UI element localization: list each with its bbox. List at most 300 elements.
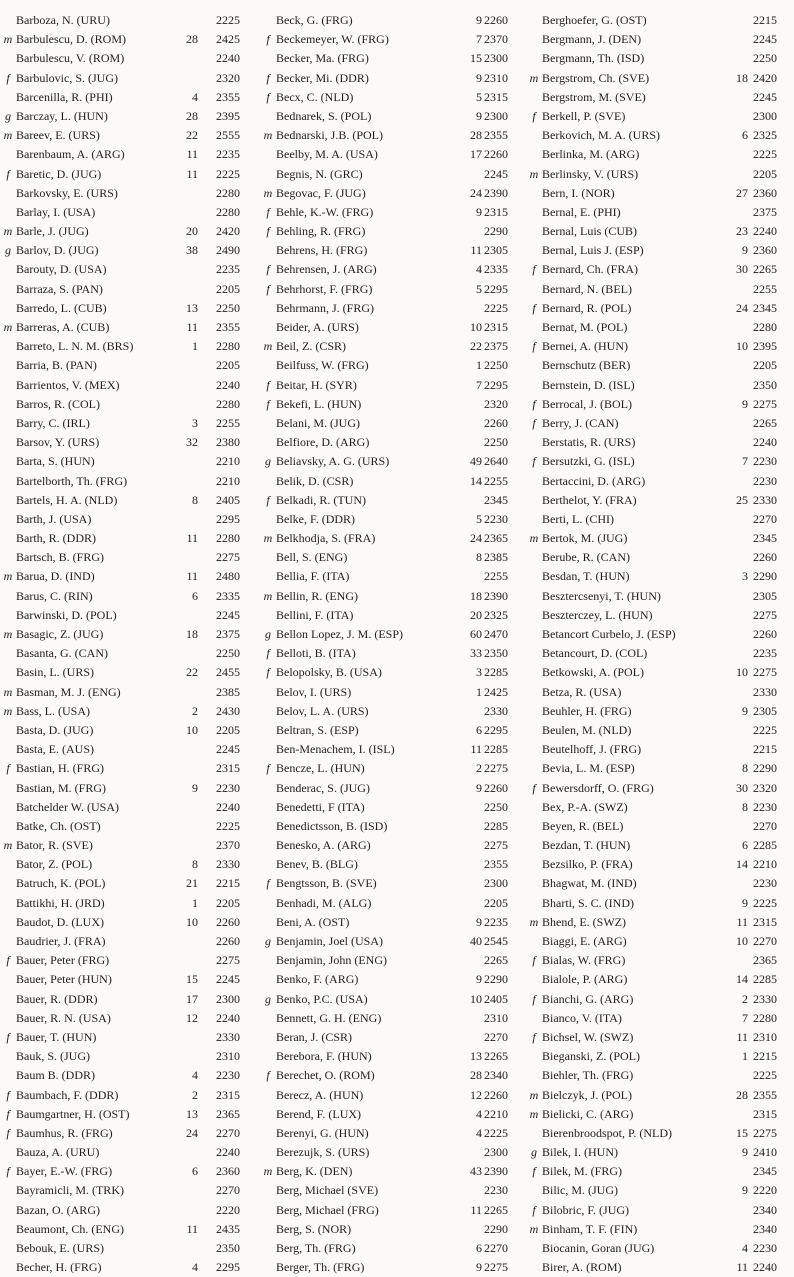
player-entry: [528, 433, 792, 452]
player-name: Bilek, I. (HUN): [542, 1145, 618, 1160]
games-count: 9: [476, 13, 482, 27]
player-name: Benesko, A. (ARG): [276, 838, 371, 853]
rating-value: 2225: [216, 13, 240, 27]
games-count: 13: [470, 1049, 482, 1064]
player-name: Barredo, L. (CUB): [16, 300, 107, 315]
player-entry: [528, 970, 792, 989]
rating-value: 2285: [484, 742, 508, 757]
player-entry: [262, 817, 524, 836]
player-name: Belkhodja, S. (FRA): [276, 531, 376, 546]
games-count: 43: [470, 1164, 482, 1179]
rating-value: 2265: [484, 1049, 508, 1064]
player-name: Bex, P.-A. (SWZ): [542, 799, 628, 814]
games-count: 13: [186, 1106, 198, 1121]
player-entry: [2, 49, 256, 68]
player-entry: [262, 1086, 524, 1105]
player-name: Berrocal, J. (BOL): [542, 396, 632, 411]
player-name: Barkovsky, E. (URS): [16, 185, 118, 200]
player-name: Batruch, K. (POL): [16, 876, 106, 891]
rating-value: 2250: [484, 799, 508, 814]
player-name: Barlov, D. (JUG): [16, 243, 99, 258]
player-name: Basanta, G. (CAN): [16, 646, 108, 661]
title-mark: f: [266, 396, 270, 411]
player-entry: [528, 337, 792, 356]
player-entry: [2, 663, 256, 682]
player-name: Bernei, A. (HUN): [542, 339, 628, 354]
title-mark: m: [3, 320, 13, 334]
rating-value: 2225: [753, 147, 777, 162]
player-name: Basta, D. (JUG): [16, 722, 94, 737]
player-name: Basin, L. (URS): [16, 665, 94, 680]
rating-value: 2255: [216, 415, 240, 430]
rating-value: 2300: [216, 991, 240, 1006]
player-name: Bieganski, Z. (POL): [542, 1049, 640, 1064]
games-count: 21: [186, 876, 198, 891]
player-name: Bator, R. (SVE): [16, 838, 93, 853]
player-name: Barbulescu, V. (ROM): [16, 51, 125, 66]
player-entry: [528, 1239, 792, 1258]
player-name: Betancort Curbelo, J. (ESP): [542, 627, 676, 641]
player-name: Benko, F. (ARG): [276, 972, 359, 987]
rating-value: 2320: [484, 396, 508, 411]
rating-value: 2250: [216, 300, 240, 315]
player-entry: [528, 30, 792, 49]
player-entry: [2, 510, 256, 529]
rating-value: 2260: [484, 13, 508, 27]
player-name: Bellia, F. (ITA): [276, 569, 350, 584]
player-entry: [2, 414, 256, 433]
games-count: 4: [192, 89, 198, 104]
player-entry: [528, 472, 792, 491]
player-entry: [528, 951, 792, 970]
title-mark: m: [3, 32, 13, 47]
title-mark: f: [266, 89, 270, 104]
player-name: Bernard, N. (BEL): [542, 281, 632, 296]
rating-value: 2330: [484, 703, 508, 718]
player-name: Berti, L. (CHI): [542, 511, 614, 526]
player-entry: [262, 1258, 524, 1277]
games-count: 11: [186, 166, 198, 181]
rating-value: 2280: [216, 396, 240, 411]
games-count: 49: [470, 454, 482, 469]
player-name: Bauer, T. (HUN): [16, 1029, 97, 1044]
player-name: Barle, J. (JUG): [16, 224, 89, 239]
player-entry: [2, 1009, 256, 1028]
title-mark: m: [3, 224, 13, 239]
title-mark: f: [266, 32, 270, 47]
title-mark: f: [6, 166, 10, 181]
rating-value: 2405: [216, 492, 240, 507]
player-name: Bilic, M. (JUG): [542, 1183, 618, 1198]
player-name: Bell, S. (ENG): [276, 550, 348, 565]
player-name: Bernschutz (BER): [542, 358, 631, 373]
player-name: Benjamin, John (ENG): [276, 953, 387, 968]
player-name: Bern, I. (NOR): [542, 185, 615, 200]
games-count: 7: [742, 1010, 748, 1025]
player-name: Bartelborth, Th. (FRG): [16, 473, 128, 488]
rating-value: 2355: [484, 128, 508, 143]
player-name: Barbulescu, D. (ROM): [16, 32, 126, 47]
player-column-3: [528, 11, 792, 1277]
rating-value: 2315: [753, 1106, 777, 1121]
games-count: 7: [476, 377, 482, 392]
player-entry: [528, 11, 792, 30]
player-name: Bencze, L. (HUN): [276, 761, 365, 776]
games-count: 22: [186, 128, 198, 143]
title-mark: g: [5, 243, 11, 258]
rating-value: 2260: [216, 934, 240, 948]
title-mark: f: [266, 262, 270, 277]
player-name: Beltran, S. (ESP): [276, 722, 359, 737]
title-mark: m: [263, 128, 273, 143]
rating-value: 2385: [484, 550, 508, 565]
games-count: 24: [470, 531, 482, 546]
rating-value: 2275: [484, 1260, 508, 1275]
rating-value: 2205: [753, 166, 777, 181]
player-entry: [528, 145, 792, 164]
player-name: Beran, J. (CSR): [276, 1029, 352, 1044]
rating-value: 2430: [216, 703, 240, 718]
title-mark: f: [6, 953, 10, 968]
rating-value: 2210: [216, 473, 240, 488]
rating-value: 2420: [753, 70, 777, 85]
rating-value: 2355: [484, 857, 508, 872]
rating-value: 2360: [753, 243, 777, 258]
title-mark: f: [6, 1106, 10, 1121]
player-name: Barlay, I. (USA): [16, 204, 96, 219]
player-name: Berg, Michael (SVE): [276, 1183, 379, 1198]
player-name: Baumbach, F. (DDR): [16, 1087, 119, 1102]
player-name: Benjamin, Joel (USA): [276, 934, 383, 948]
player-entry: [262, 184, 524, 203]
rating-value: 2300: [484, 1145, 508, 1160]
player-name: Baumhus, R. (FRG): [16, 1125, 113, 1140]
rating-value: 2205: [216, 358, 240, 373]
games-count: 17: [186, 991, 198, 1006]
rating-value: 2375: [753, 204, 777, 219]
player-name: Baum B. (DDR): [16, 1068, 95, 1083]
player-entry: [262, 990, 524, 1009]
player-column-1: [2, 11, 256, 1277]
title-mark: f: [532, 415, 536, 430]
player-entry: [2, 1258, 256, 1277]
rating-value: 2230: [753, 454, 777, 469]
player-entry: [2, 472, 256, 491]
player-entry: [528, 913, 792, 932]
rating-value: 2260: [484, 1087, 508, 1102]
player-entry: [528, 69, 792, 88]
rating-value: 2310: [753, 1029, 777, 1044]
games-count: 11: [186, 1221, 198, 1236]
player-entry: [528, 644, 792, 663]
rating-value: 2355: [216, 320, 240, 334]
player-entry: [528, 165, 792, 184]
rating-value: 2470: [484, 627, 508, 641]
rating-value: 2365: [216, 1106, 240, 1121]
player-entry: [2, 69, 256, 88]
rating-value: 2390: [484, 185, 508, 200]
games-count: 11: [736, 1029, 748, 1044]
player-entry: [528, 452, 792, 471]
title-mark: m: [263, 339, 273, 354]
player-entry: [2, 548, 256, 567]
rating-value: 2235: [753, 646, 777, 661]
player-name: Berezujk, S. (URS): [276, 1145, 370, 1160]
title-mark: m: [529, 914, 539, 929]
games-count: 22: [186, 665, 198, 680]
games-count: 1: [742, 1049, 748, 1064]
rating-value: 2425: [484, 684, 508, 699]
player-name: Bator, Z. (POL): [16, 857, 93, 872]
player-name: Bersutzki, G. (ISL): [542, 454, 635, 469]
player-entry: [2, 1086, 256, 1105]
games-count: 15: [186, 972, 198, 987]
player-name: Barth, R. (DDR): [16, 531, 96, 546]
player-entry: [2, 721, 256, 740]
rating-value: 2640: [484, 454, 508, 469]
player-name: Bierenbroodspot, P. (NLD): [542, 1125, 672, 1140]
games-count: 4: [476, 1106, 482, 1121]
rating-value: 2280: [216, 204, 240, 219]
player-name: Bichsel, W. (SWZ): [542, 1029, 634, 1044]
rating-value: 2240: [753, 1260, 777, 1275]
player-name: Barboza, N. (URU): [16, 13, 110, 27]
player-name: Basta, E. (AUS): [16, 742, 94, 757]
player-name: Benhadi, M. (ALG): [276, 895, 372, 910]
player-name: Binham, T. F. (FIN): [542, 1221, 638, 1236]
player-name: Barwinski, D. (POL): [16, 607, 117, 622]
rating-value: 2285: [753, 838, 777, 853]
rating-value: 2325: [484, 607, 508, 622]
games-count: 18: [736, 70, 748, 85]
rating-value: 2370: [484, 32, 508, 47]
rating-value: 2275: [216, 550, 240, 565]
rating-value: 2300: [484, 51, 508, 66]
rating-value: 2250: [753, 51, 777, 66]
player-name: Berenyi, G. (HUN): [276, 1125, 369, 1140]
rating-value: 2280: [753, 320, 777, 334]
rating-value: 2230: [753, 1241, 777, 1255]
player-name: Bielczyk, J. (POL): [542, 1087, 632, 1102]
player-name: Beckemeyer, W. (FRG): [276, 32, 389, 47]
player-name: Bellini, F. (ITA): [276, 607, 354, 622]
title-mark: m: [529, 166, 539, 181]
rating-value: 2230: [216, 1068, 240, 1083]
player-entry: [262, 567, 524, 586]
rating-value: 2380: [216, 435, 240, 450]
player-name: Barczay, L. (HUN): [16, 108, 108, 123]
player-name: Behrmann, J. (FRG): [276, 300, 374, 315]
games-count: 9: [742, 1145, 748, 1160]
rating-value: 2260: [753, 550, 777, 565]
rating-value: 2310: [484, 70, 508, 85]
games-count: 9: [742, 1183, 748, 1198]
games-count: 3: [742, 569, 748, 584]
games-count: 11: [736, 1260, 748, 1275]
rating-value: 2320: [753, 780, 777, 795]
games-count: 20: [186, 224, 198, 239]
games-count: 9: [476, 1260, 482, 1275]
player-entry: [2, 874, 256, 893]
player-name: Bednarek, S. (POL): [276, 108, 372, 123]
rating-value: 2275: [753, 607, 777, 622]
rating-value: 2300: [484, 876, 508, 891]
title-mark: f: [6, 1125, 10, 1140]
player-name: Barry, C. (IRL): [16, 415, 90, 430]
player-entry: [528, 1162, 792, 1181]
player-entry: [262, 1181, 524, 1200]
player-name: Bianco, V. (ITA): [542, 1010, 622, 1025]
player-entry: [262, 491, 524, 510]
games-count: 10: [736, 339, 748, 354]
player-name: Barus, C. (RIN): [16, 588, 93, 603]
player-entry: [262, 510, 524, 529]
player-entry: [2, 222, 256, 241]
rating-value: 2220: [753, 1183, 777, 1198]
player-entry: [262, 433, 524, 452]
player-entry: [528, 587, 792, 606]
rating-value: 2310: [484, 1010, 508, 1025]
player-entry: [2, 1162, 256, 1181]
rating-value: 2260: [484, 780, 508, 795]
rating-value: 2350: [753, 377, 777, 392]
games-count: 10: [736, 665, 748, 680]
player-name: Bartels, H. A. (NLD): [16, 492, 118, 507]
player-entry: [528, 606, 792, 625]
player-name: Betancourt, D. (COL): [542, 646, 648, 661]
rating-value: 2250: [216, 646, 240, 661]
player-name: Bernal, Luis (CUB): [542, 224, 637, 239]
rating-value: 2375: [216, 627, 240, 641]
player-entry: [2, 951, 256, 970]
rating-value: 2315: [216, 761, 240, 776]
rating-value: 2365: [484, 531, 508, 546]
player-entry: [2, 817, 256, 836]
rating-value: 2240: [216, 51, 240, 66]
rating-value: 2215: [753, 13, 777, 27]
rating-value: 2330: [753, 991, 777, 1006]
player-entry: [262, 126, 524, 145]
player-entry: [2, 855, 256, 874]
games-count: 1: [476, 358, 482, 373]
rating-value: 2240: [216, 799, 240, 814]
rating-value: 2355: [753, 1087, 777, 1102]
games-count: 32: [186, 435, 198, 450]
games-count: 9: [476, 108, 482, 123]
player-name: Beulen, M. (NLD): [542, 722, 632, 737]
rating-value: 2205: [753, 358, 777, 373]
games-count: 30: [736, 780, 748, 795]
title-mark: f: [532, 991, 536, 1006]
rating-value: 2230: [753, 876, 777, 891]
player-entry: [528, 625, 792, 644]
player-entry: [262, 107, 524, 126]
title-mark: f: [532, 454, 536, 469]
player-name: Bezdan, T. (HUN): [542, 838, 631, 853]
player-name: Bauer, R. N. (USA): [16, 1010, 111, 1025]
player-name: Becker, Mi. (DDR): [276, 70, 369, 85]
rating-value: 2360: [753, 185, 777, 200]
player-entry: [2, 759, 256, 778]
player-entry: [528, 260, 792, 279]
games-count: 10: [186, 914, 198, 929]
rating-value: 2295: [484, 722, 508, 737]
rating-value: 2275: [753, 1125, 777, 1140]
title-mark: f: [532, 1164, 536, 1179]
rating-value: 2240: [216, 1010, 240, 1025]
player-name: Bernstein, D. (ISL): [542, 377, 635, 392]
rating-value: 2350: [216, 1241, 240, 1255]
rating-value: 2295: [216, 1260, 240, 1275]
player-entry: [2, 337, 256, 356]
games-count: 4: [192, 1068, 198, 1083]
rating-value: 2355: [216, 89, 240, 104]
rating-value: 2270: [484, 1241, 508, 1255]
games-count: 9: [476, 70, 482, 85]
rating-value: 2235: [484, 914, 508, 929]
player-name: Barsov, Y. (URS): [16, 435, 100, 450]
player-name: Belloti, B. (ITA): [276, 646, 356, 661]
rating-value: 2220: [216, 1202, 240, 1217]
rating-value: 2395: [753, 339, 777, 354]
player-entry: [2, 970, 256, 989]
player-entry: [528, 1181, 792, 1200]
rating-value: 2435: [216, 1221, 240, 1236]
player-name: Bauk, S. (JUG): [16, 1049, 90, 1064]
games-count: 9: [476, 204, 482, 219]
player-entry: [262, 1143, 524, 1162]
player-entry: [528, 702, 792, 721]
player-entry: [2, 356, 256, 375]
player-name: Bauer, R. (DDR): [16, 991, 98, 1006]
player-name: Baudot, D. (LUX): [16, 914, 104, 929]
player-name: Benedictsson, B. (ISD): [276, 818, 388, 833]
player-entry: [2, 107, 256, 126]
rating-value: 2330: [753, 684, 777, 699]
player-entry: [528, 817, 792, 836]
player-name: Bernat, M. (POL): [542, 320, 628, 334]
player-entry: [262, 1047, 524, 1066]
player-entry: [262, 414, 524, 433]
player-name: Belke, F. (DDR): [276, 511, 356, 526]
games-count: 13: [186, 300, 198, 315]
games-count: 6: [192, 1164, 198, 1179]
player-entry: [262, 1239, 524, 1258]
rating-value: 2245: [216, 742, 240, 757]
player-name: Bilobric, F. (JUG): [542, 1202, 630, 1217]
player-entry: [262, 625, 524, 644]
player-entry: [2, 452, 256, 471]
player-name: Bergmann, J. (DEN): [542, 32, 642, 47]
player-entry: [2, 606, 256, 625]
player-name: Beszterczey, L. (HUN): [542, 607, 653, 622]
rating-value: 2270: [753, 818, 777, 833]
games-count: 6: [192, 588, 198, 603]
games-count: 33: [470, 646, 482, 661]
player-name: Betza, R. (USA): [542, 684, 622, 699]
player-name: Bernard, Ch. (FRA): [542, 262, 638, 277]
games-count: 9: [476, 914, 482, 929]
rating-value: 2230: [484, 1183, 508, 1198]
rating-value: 2310: [216, 1049, 240, 1064]
player-entry: [2, 836, 256, 855]
player-name: Bellon Lopez, J. M. (ESP): [276, 627, 403, 641]
games-count: 11: [470, 243, 482, 258]
player-name: Bhend, E. (SWZ): [542, 914, 626, 929]
games-count: 23: [736, 224, 748, 239]
games-count: 11: [186, 320, 198, 334]
player-entry: [528, 126, 792, 145]
